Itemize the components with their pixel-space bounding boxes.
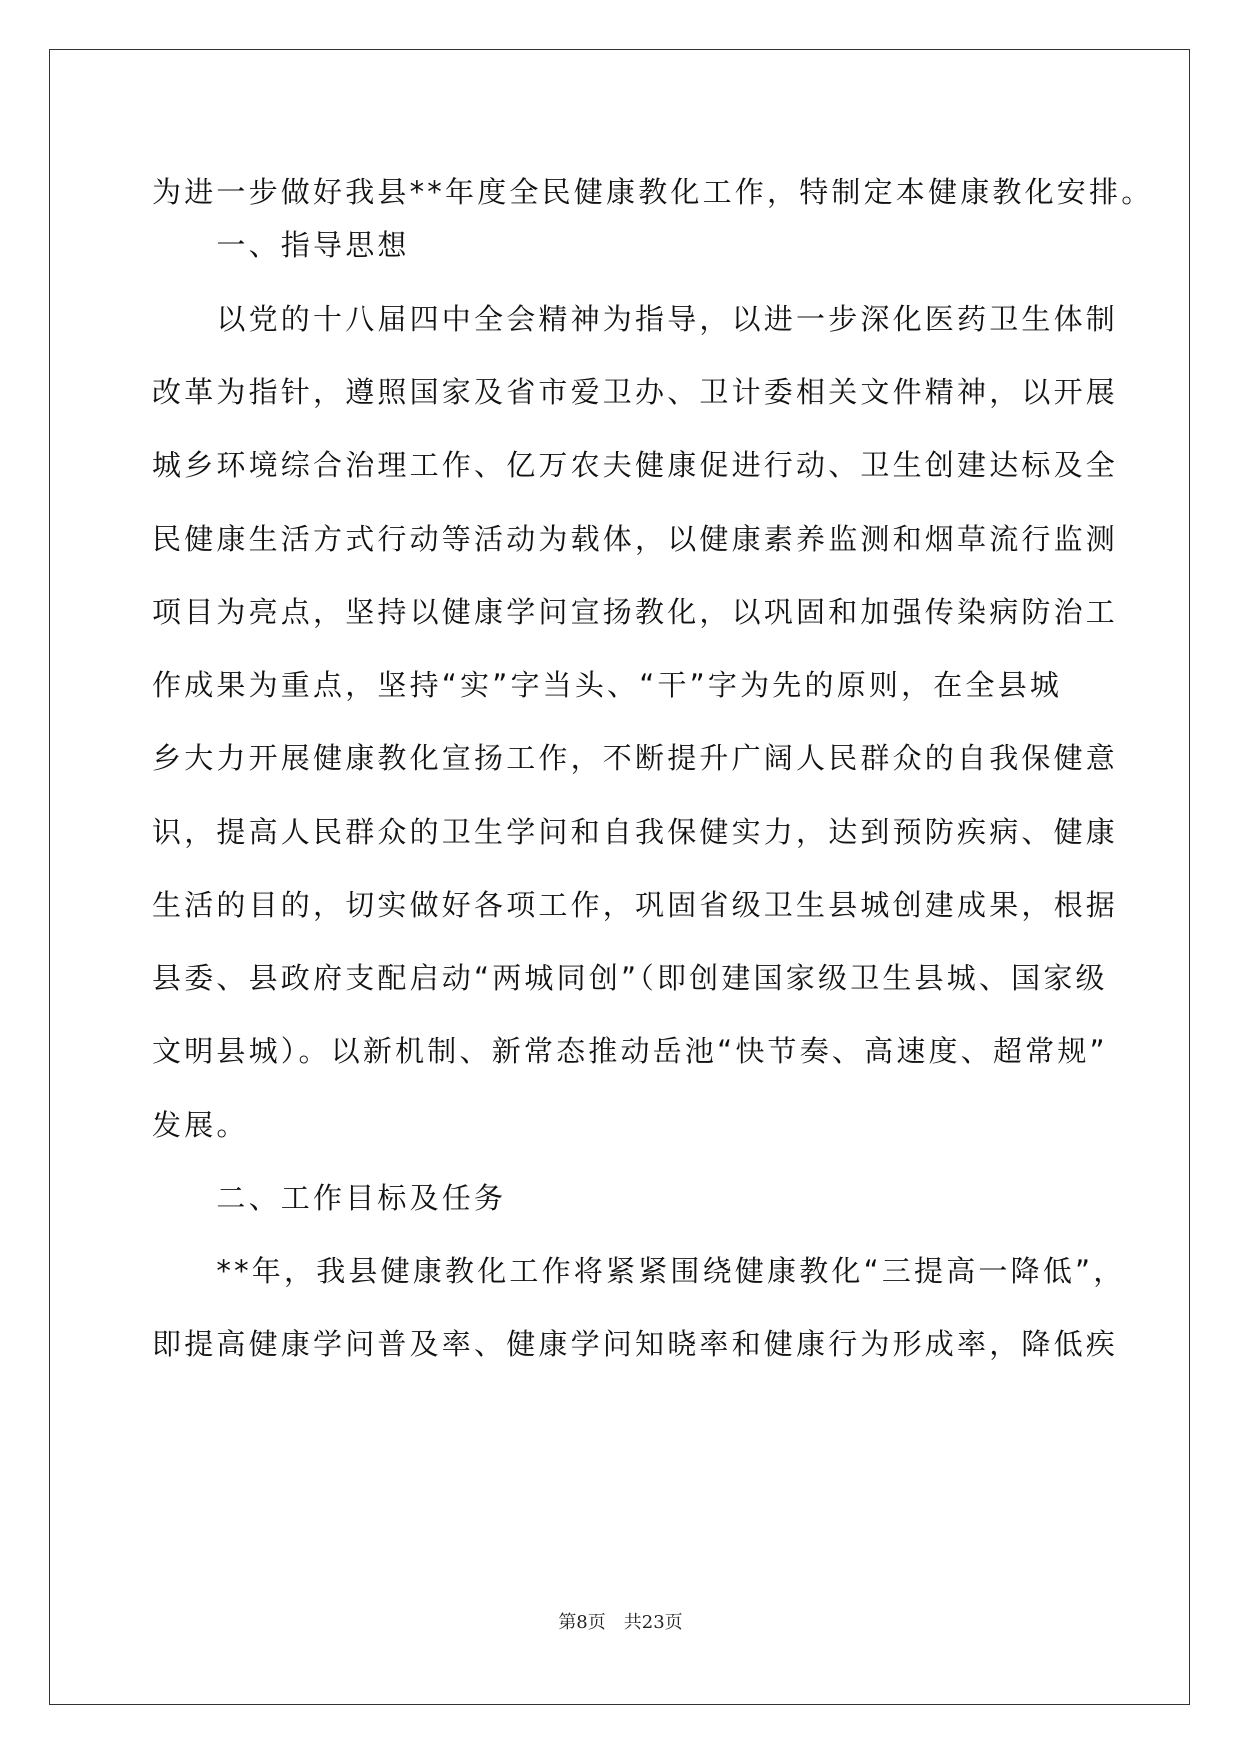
body-line-4: 改革为指针，遵照国家及省市爱卫办、卫计委相关文件精神，以开展 bbox=[152, 375, 1119, 409]
page-number-footer: 第8页 共23页 bbox=[558, 1612, 683, 1633]
body-line-13: 文明县城）。以新机制、新常态推动岳池“快节奏、高速度、超常规” bbox=[152, 1034, 1108, 1068]
body-line-8: 作成果为重点，坚持“实”字当头、“干”字为先的原则，在全县城 bbox=[152, 668, 1063, 702]
body-line-16: **年，我县健康教化工作将紧紧围绕健康教化“三提高一降低”， bbox=[152, 1254, 1126, 1288]
body-line-1: 为进一步做好我县**年度全民健康教化工作，特制定本健康教化安排。 bbox=[152, 175, 1154, 209]
page-border bbox=[49, 49, 1190, 1705]
body-line-9: 乡大力开展健康教化宣扬工作，不断提升广阔人民群众的自我保健意 bbox=[152, 741, 1119, 775]
body-line-7: 项目为亮点，坚持以健康学问宣扬教化，以巩固和加强传染病防治工 bbox=[152, 595, 1119, 629]
body-line-6: 民健康生活方式行动等活动为载体，以健康素养监测和烟草流行监测 bbox=[152, 522, 1119, 556]
body-line-10: 识，提高人民群众的卫生学问和自我保健实力，达到预防疾病、健康 bbox=[152, 815, 1119, 849]
section-heading-guiding-ideology: 一、指导思想 bbox=[152, 228, 410, 262]
body-line-5: 城乡环境综合治理工作、亿万农夫健康促进行动、卫生创建达标及全 bbox=[152, 448, 1119, 482]
section-heading-goals-and-tasks: 二、工作目标及任务 bbox=[152, 1181, 507, 1215]
body-line-14: 发展。 bbox=[152, 1108, 249, 1142]
body-line-17: 即提高健康学问普及率、健康学问知晓率和健康行为形成率，降低疾 bbox=[152, 1327, 1119, 1361]
body-line-11: 生活的目的，切实做好各项工作，巩固省级卫生县城创建成果，根据 bbox=[152, 888, 1119, 922]
body-line-3: 以党的十八届四中全会精神为指导，以进一步深化医药卫生体制 bbox=[152, 302, 1119, 336]
body-line-12: 县委、县政府支配启动“两城同创”（即创建国家级卫生县城、国家级 bbox=[152, 961, 1108, 995]
